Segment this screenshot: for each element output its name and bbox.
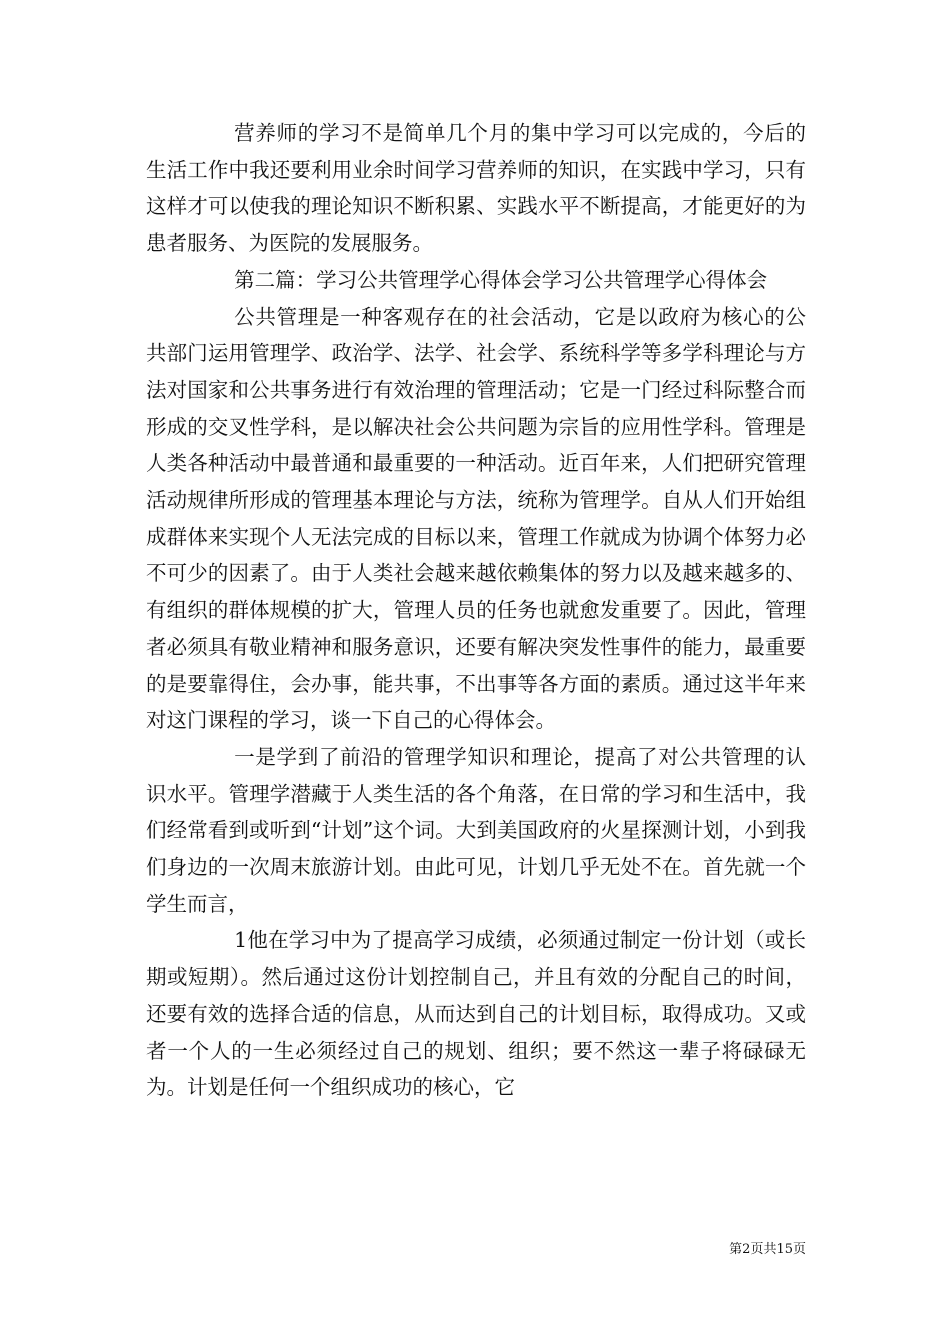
- paragraph-4: 一是学到了前沿的管理学知识和理论，提高了对公共管理的认识水平。管理学潜藏于人类生活的各个角落，在日常的学习和生活中，我们经常看到或听到“计划”这个词。大到美国政府的火星探测计划，小到我们身边的一次周末旅游计划。由此可见，计划几乎无处不在。首先就一个学生而言，: [146, 744, 806, 916]
- document-body: [146, 115, 806, 1106]
- paragraph-5: 1他在学习中为了提高学习成绩，必须通过制定一份计划（或长期或短期）。然后通过这份计划控制自己，并且有效的分配自己的时间，还要有效的选择合适的信息，从而达到自己的计划目标，取得成功。又或者一个人的一生必须经过自己的规划、组织；要不然这一辈子将碌碌无为。计划是任何一个组织成功的核心，它: [146, 928, 806, 1100]
- paragraph-3: 公共管理是一种客观存在的社会活动，它是以政府为核心的公共部门运用管理学、政治学、法学、社会学、系统科学等多学科理论与方法对国家和公共事务进行有效治理的管理活动；它是一门经过科际整合而形成的交叉性学科，是以解决社会公共问题为宗旨的应用性学科。管理是人类各种活动中最普通和最重要的一种活动。近百年来，人们把研究管理活动规律所形成的管理基本理论与方法，统称为管理学。自从人们开始组成群体来实现个人无法完成的目标以来，管理工作就成为协调个体努力必不可少的因素了。由于人类社会越来越依赖集体的努力以及越来越多的、有组织的群体规模的扩大，管理人员的任务也就愈发重要了。因此，管理者必须具有敬业精神和服务意识，还要有解决突发性事件的能力，最重要的是要靠得住，会办事，能共事，不出事等各方面的素质。通过这半年来对这门课程的学习，谈一下自己的心得体会。: [146, 304, 806, 733]
- paragraph-2-heading: 第二篇：学习公共管理学心得体会学习公共管理学心得体会: [234, 267, 768, 292]
- paragraph-1: 营养师的学习不是简单几个月的集中学习可以完成的，今后的生活工作中我还要利用业余时间学习营养师的知识，在实践中学习，只有这样才可以使我的理论知识不断积累、实践水平不断提高，才能更好的为患者服务、为医院的发展服务。: [146, 121, 806, 256]
- page-number-footer: 第2页共15页: [729, 1242, 806, 1257]
